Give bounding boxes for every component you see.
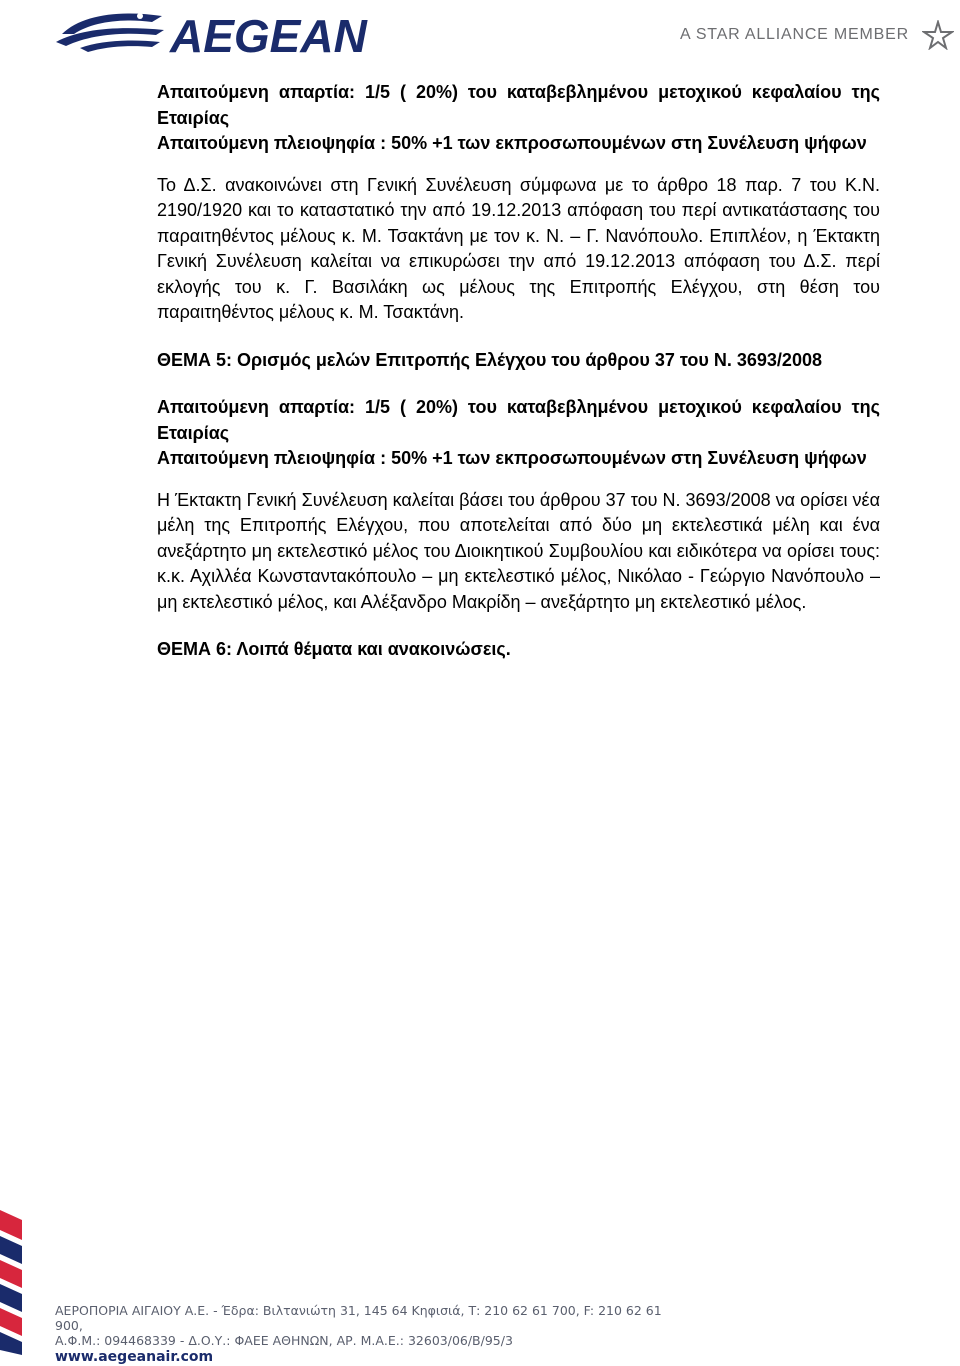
document-body <box>157 80 880 663</box>
star-alliance-icon <box>922 20 954 50</box>
footer-address: ΑΕΡΟΠΟΡΙΑ ΑΙΓΑΙΟΥ Α.Ε. - Έδρα: Βιλτανιώτη 31, 145 64 Κηφισιά, Τ: 210 62 61 700, F: 210 62 61 900, <box>55 1303 662 1333</box>
website-link[interactable]: www.aegeanair.com <box>55 1349 214 1365</box>
company-footer <box>55 1303 675 1366</box>
logo-wordmark: AEGEAN <box>170 10 367 62</box>
aegean-logo <box>52 4 397 64</box>
majority-requirement: Απαιτούμενη πλειοψηφία : 50% +1 των εκπροσωπουμένων στη Συνέλευση ψήφων <box>157 133 867 153</box>
star-alliance-label: A STAR ALLIANCE MEMBER <box>680 26 909 43</box>
footer-tax-info: Α.Φ.Μ.: 094468339 - Δ.Ο.Υ.: ΦΑΕΕ ΑΘΗΝΩΝ, ΑΡ. Μ.Α.Ε.: 32603/06/Β/95/3 <box>55 1333 513 1348</box>
quorum-requirement: Απαιτούμενη απαρτία: 1/5 ( 20%) του καταβεβλημένου μετοχικού κεφαλαίου της Εταιρίας <box>157 82 880 128</box>
aegean-bird-icon <box>52 4 172 64</box>
board-announcement-paragraph: Το Δ.Σ. ανακοινώνει στη Γενική Συνέλευση σύμφωνα με το άρθρο 18 παρ. 7 του Κ.Ν. 2190/1920 και το καταστατικό την από 19.12.2013 απόφαση του περί αντικατάστασης του παραιτηθέντος μέλους κ. Μ. Τσακτάνη με τον κ. Ν. – Γ. Νανόπουλο. Επιπλέον, η Έκτακτη Γενική Συνέλευση καλείται να επικυρώσει την από 19.12.2013 απόφαση του Δ.Σ. περί εκλογής του κ. Γ. Βασιλάκη ως μέλους της Επιτροπής Ελέγχου, στη θέση του παραιτηθέντος μέλους κ. Μ. Τσακτάνη. <box>157 174 880 322</box>
letterhead <box>0 0 960 70</box>
topic-6-heading: ΘΕΜΑ 6: Λοιπά θέματα και ανακοινώσεις. <box>157 639 511 659</box>
audit-committee-paragraph: Η Έκτακτη Γενική Συνέλευση καλείται βάσει του άρθρου 37 του Ν. 3693/2008 να ορίσει νέα μέλη της Επιτροπής Ελέγχου, που αποτελείται από δύο μη εκτελεστικά μέλη και ένα ανεξάρτητο μη εκτελεστικό μέλος του Διοικητικού Συμβουλίου και ειδικότερα να ορίσει τους: κ.κ. Αχιλλέα Κωνσταντακόπουλο – μη εκτελεστικό μέλος, Νικόλαο - Γεώργιο Νανόπουλο – μη εκτελεστικό μέλος, και Αλέξανδρο Μακρίδη – ανεξάρτητο μη εκτελεστικό μέλος. <box>157 489 880 612</box>
decorative-stripes <box>0 1210 40 1355</box>
quorum-requirement-2: Απαιτούμενη απαρτία: 1/5 ( 20%) του καταβεβλημένου μετοχικού κεφαλαίου της Εταιρίας <box>157 397 880 443</box>
majority-requirement-2: Απαιτούμενη πλειοψηφία : 50% +1 των εκπροσωπουμένων στη Συνέλευση ψήφων <box>157 448 867 468</box>
topic-5-heading: ΘΕΜΑ 5: Ορισμός μελών Επιτροπής Ελέγχου του άρθρου 37 του Ν. 3693/2008 <box>157 349 822 370</box>
